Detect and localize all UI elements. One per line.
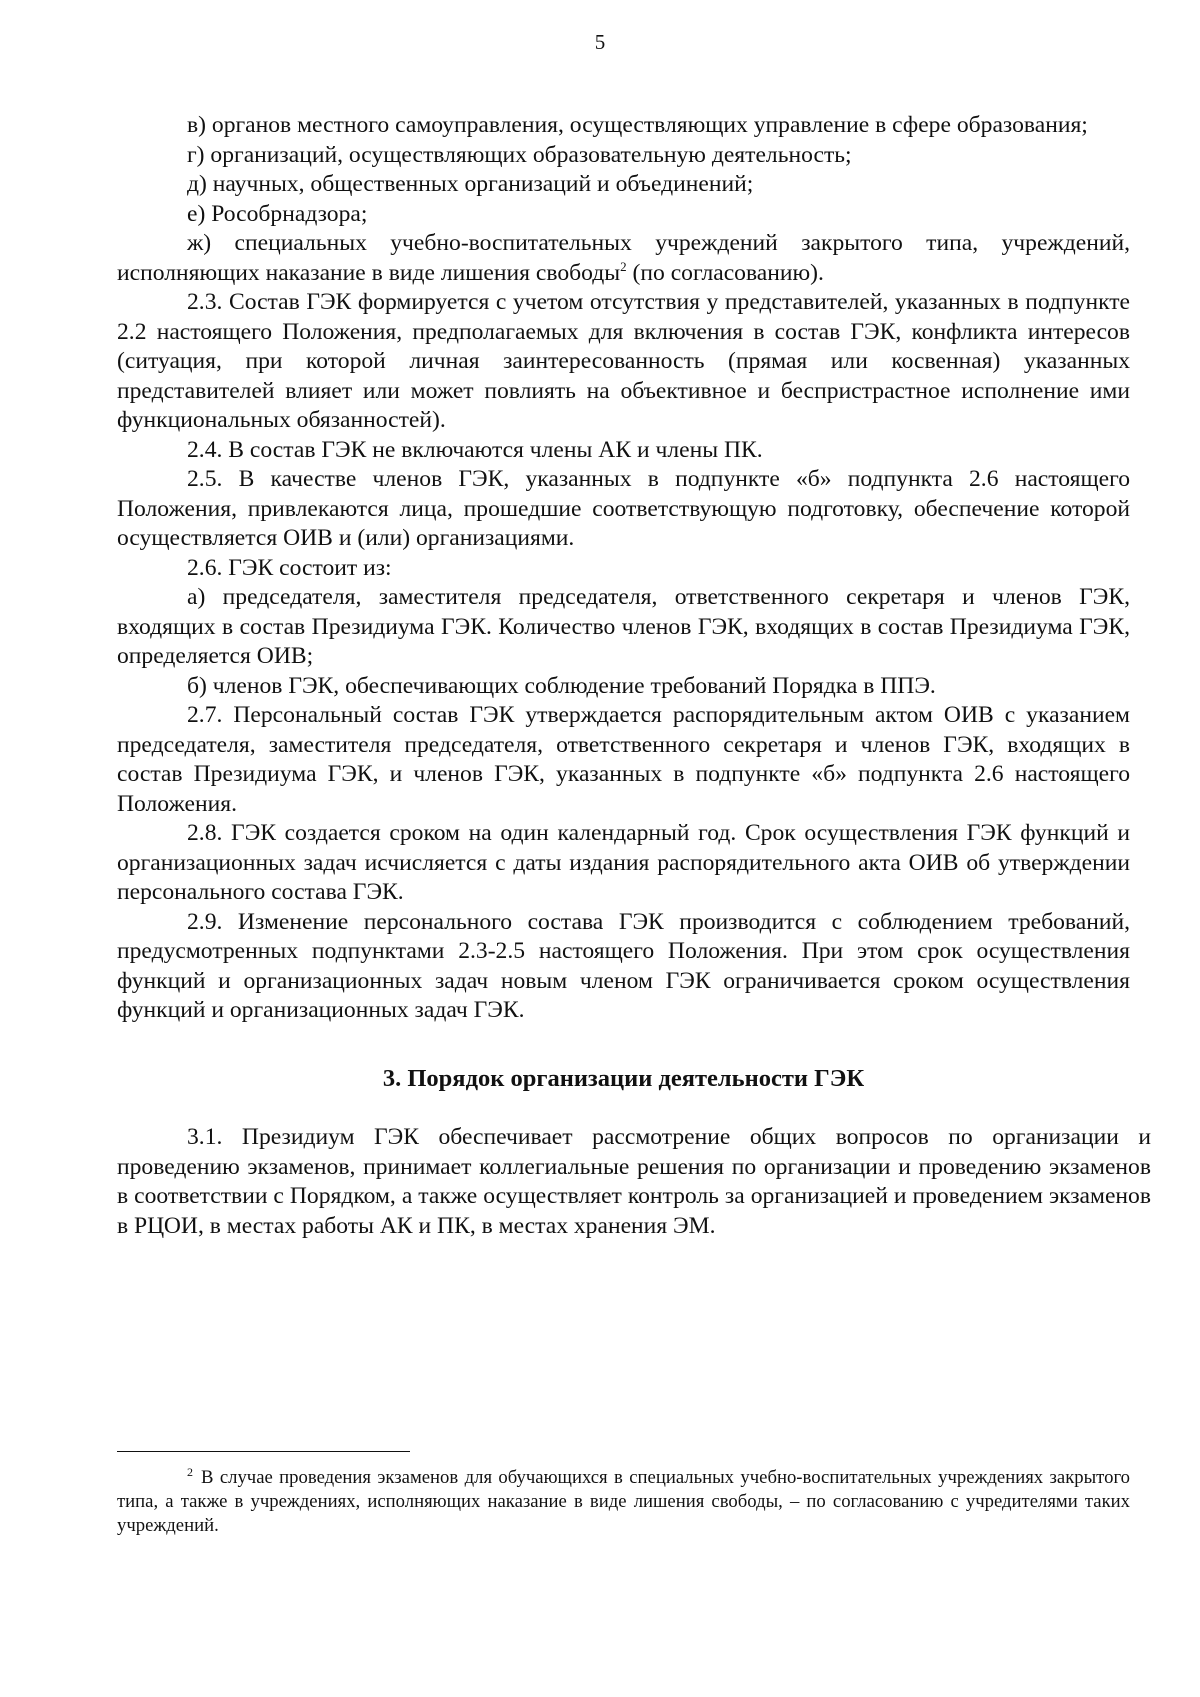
list-item-zh-tail: (по согласованию).: [626, 259, 824, 286]
list-item-v: в) органов местного самоуправления, осуществляющих управление в сфере образования;: [187, 112, 1088, 138]
paragraph-2-6: 2.6. ГЭК состоит из:: [187, 554, 392, 581]
paragraph-2-3: 2.3. Состав ГЭК формируется с учетом отсутствия у представителей, указанных в подпункте 2.2 настоящего Положения, предполагаемых для включения в состав ГЭК, конфликта интересов (ситуация, при которой личная заинтересованность (прямая или косвенная) указанных представителей влияет или может повлиять на объективное и беспристрастное исполнение ими функциональных обязанностей).: [117, 289, 1130, 433]
list-item-zh-text: ж) специальных учебно-воспитательных учреждений закрытого типа, учреждений, исполняющих наказание в виде лишения свободы: [117, 230, 1130, 286]
list-item-e: е) Рособрнадзора;: [187, 200, 368, 227]
footnote-separator: [117, 1451, 410, 1452]
footnote-marker: 2: [187, 1465, 193, 1479]
list-item-zh: [117, 229, 1130, 288]
footnote-reference[interactable]: 2: [620, 258, 627, 274]
list-item-g: г) организаций, осуществляющих образовательную деятельность;: [187, 141, 852, 168]
paragraph-2-9: 2.9. Изменение персонального состава ГЭК производится с соблюдением требований, предусмотренных подпунктами 2.3-2.5 настоящего Положения. При этом срок осуществления функций и организационных задач новым членом ГЭК ограничивается сроком осуществления функций и организационных задач ГЭК.: [117, 908, 1130, 1023]
list-item-d: д) научных, общественных организаций и объединений;: [187, 171, 754, 197]
footnote: [117, 1466, 1130, 1538]
section-3-heading: 3. Порядок организации деятельности ГЭК: [382, 1064, 865, 1092]
footnote-text: В случае проведения экзаменов для обучающихся в специальных учебно-воспитательных учреждениях закрытого типа, а также в учреждениях, исполняющих наказание в виде лишения свободы, – по согласованию с учредителями таких учреждений.: [117, 1467, 1130, 1536]
paragraph-2-6-b: б) членов ГЭК, обеспечивающих соблюдение требований Порядка в ППЭ.: [187, 672, 936, 699]
paragraph-2-8: 2.8. ГЭК создается сроком на один календарный год. Срок осуществления ГЭК функций и организационных задач исчисляется с даты издания распорядительного акта ОИВ об утверждении персонального состава ГЭК.: [117, 820, 1130, 905]
page-number: 5: [594, 30, 606, 54]
paragraph-2-5: 2.5. В качестве членов ГЭК, указанных в подпункте «б» подпункта 2.6 настоящего Положения, привлекаются лица, прошедшие соответствующую подготовку, обеспечение которой осуществляется ОИВ и (или) организациями.: [117, 466, 1130, 551]
paragraph-2-4: 2.4. В состав ГЭК не включаются члены АК и члены ПК.: [187, 436, 763, 463]
paragraph-3-1: 3.1. Президиум ГЭК обеспечивает рассмотрение общих вопросов по организации и проведению экзаменов, принимает коллегиальные решения по организации и проведению экзаменов в соответствии с Порядком, а также осуществляет контроль за организацией и проведением экзаменов в РЦОИ, в местах работы АК и ПК, в местах хранения ЭМ.: [117, 1124, 1151, 1239]
paragraph-2-7: 2.7. Персональный состав ГЭК утверждается распорядительным актом ОИВ с указанием председателя, заместителя председателя, ответственного секретаря и членов ГЭК, входящих в состав Президиума ГЭК, и членов ГЭК, указанных в подпункте «б» подпункта 2.6 настоящего Положения.: [117, 702, 1130, 817]
paragraph-2-6-a: а) председателя, заместителя председателя, ответственного секретаря и членов ГЭК, входящих в состав Президиума ГЭК. Количество членов ГЭК, входящих в состав Президиума ГЭК, определяется ОИВ;: [117, 584, 1130, 669]
document-body: [117, 111, 1151, 1241]
